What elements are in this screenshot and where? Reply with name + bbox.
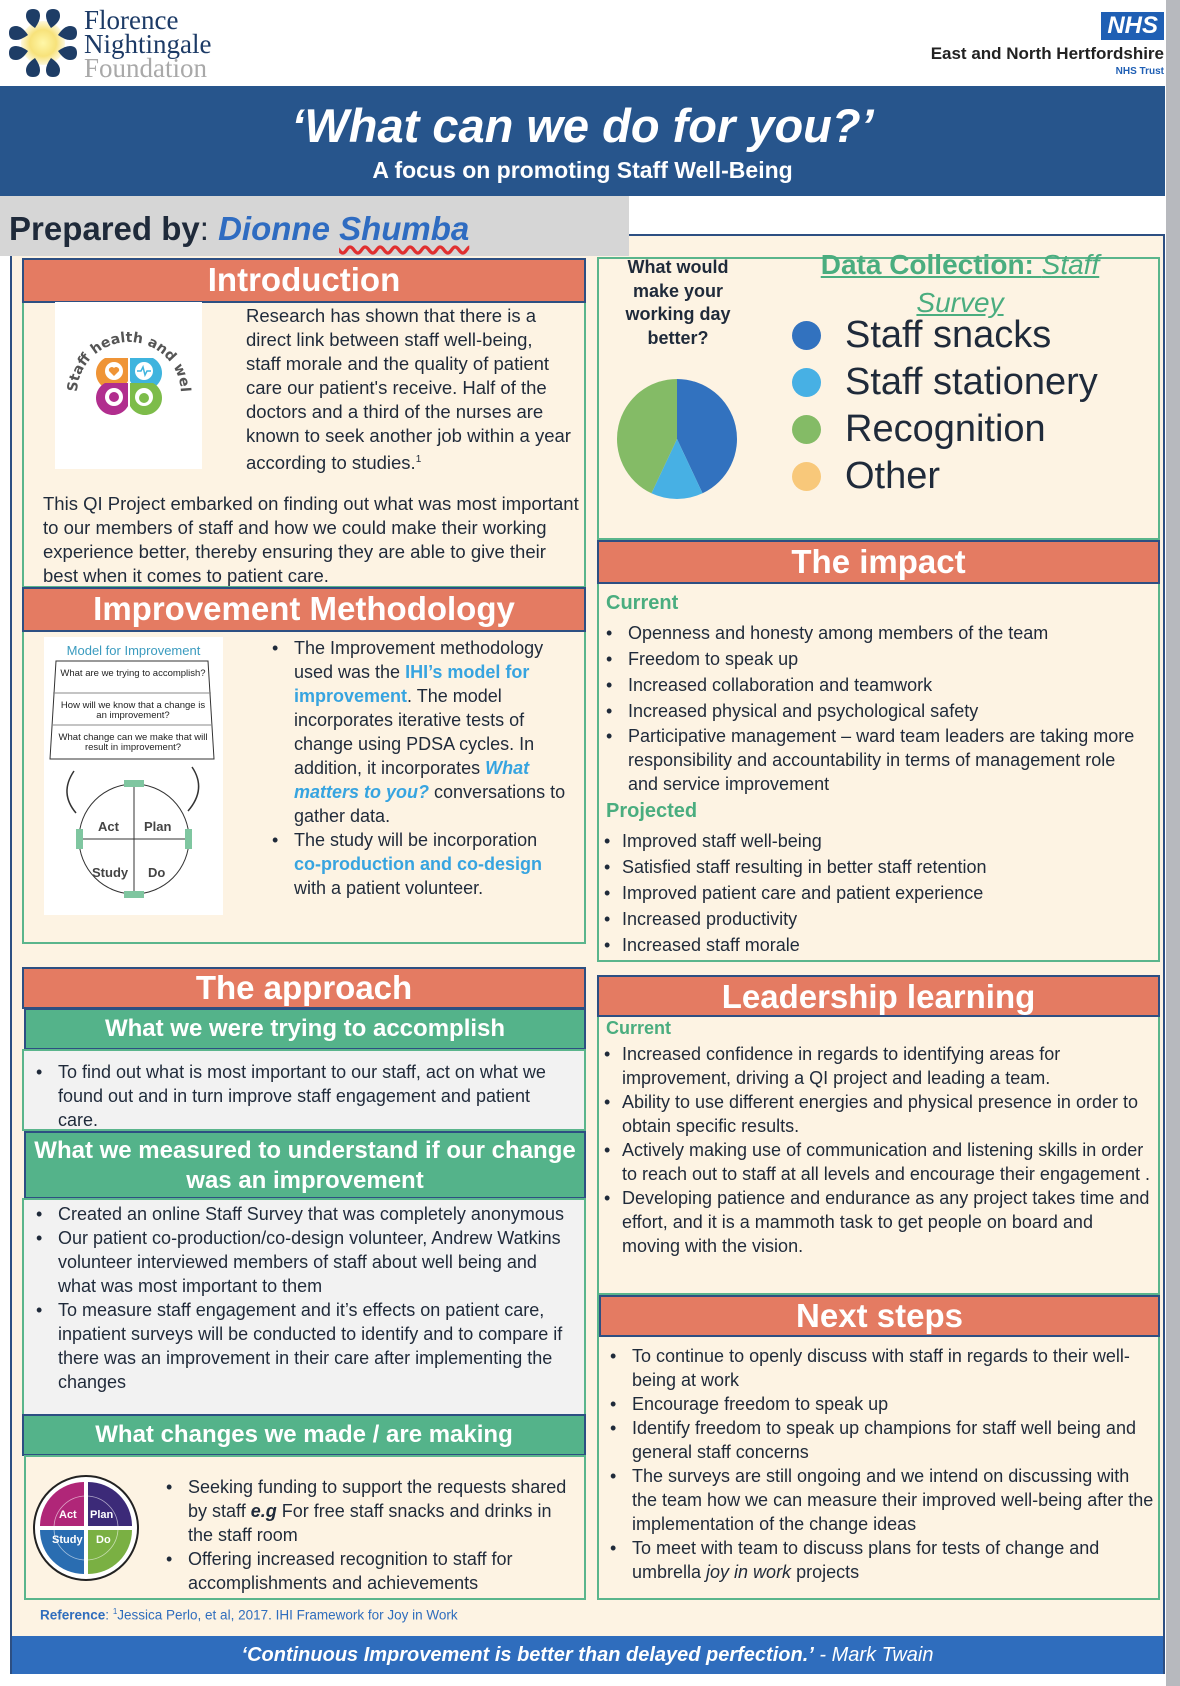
pdsa-do: Do [96, 1534, 111, 1546]
pdsa-plan: Plan [90, 1509, 114, 1521]
approach-title: The approach [195, 969, 413, 1006]
legend-label: Staff snacks [845, 314, 1052, 356]
nhs-badge: NHS [1101, 12, 1164, 40]
introduction-text-2: This QI Project embarked on finding out what was most important to our members of staff and how we could make their working experience better, thereby ensuring they are able to give their best when it comes to patient care. [43, 493, 579, 586]
footnote-marker: 1 [415, 454, 422, 465]
methodology-text: conversations to gather data. [294, 782, 566, 826]
impact-projected-item: • Improved patient care and patient experience [600, 880, 1150, 906]
measured-subheader [24, 1131, 586, 1199]
changes-text: Seeking funding to support the requests shared by staff [188, 1477, 567, 1521]
flower-heart-icon [6, 6, 80, 80]
diagram-act: Act [98, 819, 119, 834]
next-steps-item [604, 1536, 1154, 1584]
impact-projected-item: • Increased productivity [600, 906, 1150, 932]
author-name [218, 210, 469, 247]
changes-item: • Offering increased recognition to staff for accomplishments and achievements [160, 1547, 575, 1595]
title-banner [0, 86, 1165, 196]
data-collection-title-plain: Data Collection: [820, 249, 1042, 280]
next-steps-text: projects [791, 1562, 860, 1582]
measured-list [30, 1202, 575, 1394]
reference-label: Reference [40, 1607, 106, 1623]
next-steps-header [599, 1295, 1160, 1337]
coproduction-highlight: co-production and co-design [294, 854, 542, 874]
next-steps-item: • To continue to openly discuss with staff in regards to their well-being at work [604, 1344, 1154, 1392]
methodology-list [266, 636, 566, 900]
survey-pie-chart [614, 376, 740, 502]
poster-title: ‘What can we do for you?’ [291, 99, 874, 152]
changes-text: For free staff snacks and drinks in the staff room [188, 1501, 552, 1545]
data-collection-title-survey: Survey [916, 287, 1004, 318]
footer-quote: ‘Continuous Improvement is better than delayed perfection.’ [241, 1644, 814, 1666]
impact-projected-label: Projected [606, 800, 698, 822]
nhs-trust-logo [931, 12, 1164, 77]
impact-projected-item: • Improved staff well-being [600, 828, 1150, 854]
impact-projected-item: • Satisfied staff resulting in better staff retention [600, 854, 1150, 880]
legend-dot-icon [792, 321, 821, 350]
approach-header [22, 967, 586, 1009]
legend-dot-icon [792, 368, 821, 397]
next-steps-text: To meet with team to discuss plans for tests of change and umbrella [632, 1538, 1100, 1582]
introduction-header [22, 258, 586, 303]
nhs-trust-label: NHS Trust [1115, 66, 1164, 77]
pdsa-act: Act [59, 1509, 77, 1521]
author-last: Shumba [339, 210, 470, 247]
legend-label: Staff stationery [845, 361, 1098, 403]
introduction-paragraph-2 [43, 492, 583, 588]
next-steps-item: • Identify freedom to speak up champions for staff well being and general staff concerns [604, 1416, 1154, 1464]
leadership-title: Leadership learning [721, 978, 1036, 1015]
diagram-do: Do [148, 865, 166, 880]
staff-wellbeing-icon [55, 302, 202, 469]
leadership-list [600, 1042, 1155, 1258]
next-steps-title: Next steps [796, 1297, 963, 1334]
next-steps-list [604, 1344, 1154, 1584]
introduction-text-1: Research has shown that there is a direct link between staff well-being, staff morale and the quality of patient care our patient's receive. Half of the doctors and a third of the nurses are known to seek another job within a year according to studies. [246, 305, 571, 474]
leadership-item: • Actively making use of communication and listening skills in order to reach out to staff at all levels and encourage their engagement . [600, 1138, 1155, 1186]
diagram-title: Model for Improvement [66, 643, 201, 658]
logo-line-foundation: Foundation [84, 53, 208, 83]
impact-current-item: • Openness and honesty among members of the team [600, 620, 1150, 646]
pdsa-wheel-icon [32, 1474, 140, 1582]
legend-dot-icon [792, 415, 821, 444]
legend-item-staff-stationery [792, 359, 1098, 406]
measured-title: What we measured to understand if our change was an improvement [34, 1137, 576, 1194]
methodology-text: . The model incorporates iterative tests of change using PDSA cycles. In addition, it incorporates [294, 686, 535, 778]
reference-line [40, 1607, 458, 1623]
changes-list [160, 1475, 575, 1595]
reference-text: Jessica Perlo, et al, 2017. IHI Framework for Joy in Work [117, 1607, 458, 1623]
prepared-by-sep: : [199, 210, 219, 247]
wellbeing-logo-image [55, 302, 202, 469]
data-collection-title-staff: Staff [1041, 249, 1100, 280]
next-steps-item: • Encourage freedom to speak up [604, 1392, 1154, 1416]
accomplish-title: What we were trying to accomplish [104, 1015, 506, 1042]
legend-item-recognition [792, 406, 1098, 453]
reference-sup: 1 [112, 1607, 118, 1616]
methodology-text: The Improvement methodology used was the [294, 638, 544, 682]
impact-current-item: • Increased collaboration and teamwork [600, 672, 1150, 698]
logo-line-nightingale: Nightingale [84, 29, 212, 59]
accomplish-item: • To find out what is most important to our staff, act on what we found out and in turn improve staff engagement and patient care. [30, 1060, 575, 1132]
poster-subtitle: A focus on promoting Staff Well-Being [372, 157, 793, 183]
footer-attribution: - Mark Twain [813, 1644, 934, 1666]
what-matters-highlight: What matters to you? [294, 758, 530, 802]
leadership-current-label: Current [606, 1018, 672, 1038]
nhs-org-name: East and North Hertfordshire [930, 44, 1164, 63]
legend-label: Recognition [845, 408, 1046, 450]
impact-current-list [600, 620, 1150, 796]
leadership-header [597, 975, 1160, 1017]
window-edge [1166, 0, 1180, 1686]
svg-text:Staff health and wellbeing: Staff health and wel [64, 329, 193, 393]
logo-line-florence: Florence [84, 5, 179, 35]
changes-title: What changes we made / are making [95, 1421, 513, 1448]
legend-item-staff-snacks [792, 312, 1098, 359]
model-for-improvement-diagram [44, 637, 223, 915]
changes-item [160, 1475, 575, 1547]
methodology-item [266, 828, 566, 900]
changes-subheader [22, 1414, 586, 1456]
impact-projected-item: • Increased staff morale [600, 932, 1150, 958]
impact-header [597, 540, 1160, 584]
impact-current-item: • Participative management – ward team leaders are taking more responsibility and accountability in terms of management role and service improvement [600, 724, 1150, 796]
methodology-item [266, 636, 566, 828]
introduction-paragraph-1 [246, 304, 571, 475]
diagram-question-2: How will we know that a change is an improvement? [60, 700, 206, 721]
impact-current-item: • Freedom to speak up [600, 646, 1150, 672]
methodology-title: Improvement Methodology [93, 590, 515, 627]
methodology-header [22, 587, 586, 632]
florence-nightingale-logo [6, 6, 266, 82]
author-first: Dionne [218, 210, 340, 247]
legend-item-other [792, 453, 1098, 500]
impact-projected-list [600, 828, 1150, 958]
leadership-item: • Developing patience and endurance as any project takes time and effort, and it is a mammoth task to get people on board and moving with the vision. [600, 1186, 1155, 1258]
measured-item: • To measure staff engagement and it’s effects on patient care, inpatient surveys will be conducted to identify and to compare if there was an improvement in their care after implementing the changes [30, 1298, 575, 1394]
impact-current-item: • Increased physical and psychological safety [600, 698, 1150, 724]
impact-current-label: Current [606, 592, 679, 614]
diagram-plan: Plan [144, 819, 172, 834]
accomplish-subheader [24, 1008, 586, 1050]
leadership-item: • Ability to use different energies and physical presence in order to obtain specific results. [600, 1090, 1155, 1138]
diagram-study: Study [92, 865, 129, 880]
changes-emphasis: e.g [250, 1501, 277, 1521]
legend-dot-icon [792, 462, 821, 491]
methodology-text: with a patient volunteer. [294, 878, 484, 898]
chart-legend [792, 312, 1098, 500]
survey-question: What would make your working day better? [625, 257, 731, 348]
legend-label: Other [845, 455, 941, 497]
measured-item: • Created an online Staff Survey that was completely anonymous [30, 1202, 575, 1226]
accomplish-list [30, 1060, 575, 1132]
diagram-question-3: What change can we make that will result in improvement? [58, 732, 208, 753]
diagram-question-1: What are we trying to accomplish? [60, 668, 206, 679]
footer-quote-bar [12, 1636, 1163, 1674]
next-steps-item: • The surveys are still ongoing and we intend on discussing with the team how we can measure their improved well-being after the implementation of the change ideas [604, 1464, 1154, 1536]
pdsa-study: Study [52, 1534, 83, 1546]
leadership-item: • Increased confidence in regards to identifying areas for improvement, driving a QI project and leading a team. [600, 1042, 1155, 1090]
next-steps-emphasis: joy in work [706, 1562, 792, 1582]
reference-sep: : [105, 1607, 113, 1623]
methodology-text: The study will be incorporation [294, 830, 538, 850]
measured-item: • Our patient co-production/co-design volunteer, Andrew Watkins volunteer interviewed members of staff about well being and what was most important to them [30, 1226, 575, 1298]
prepared-by-label: Prepared by [9, 210, 200, 247]
pdsa-wheel [32, 1474, 140, 1582]
prepared-by-bar [0, 196, 629, 256]
impact-title: The impact [791, 543, 966, 580]
ihi-model-highlight: IHI’s model for improvement [294, 662, 530, 706]
introduction-title: Introduction [207, 261, 401, 298]
data-collection-title [790, 246, 1130, 322]
pie-chart-graphic [614, 376, 740, 502]
